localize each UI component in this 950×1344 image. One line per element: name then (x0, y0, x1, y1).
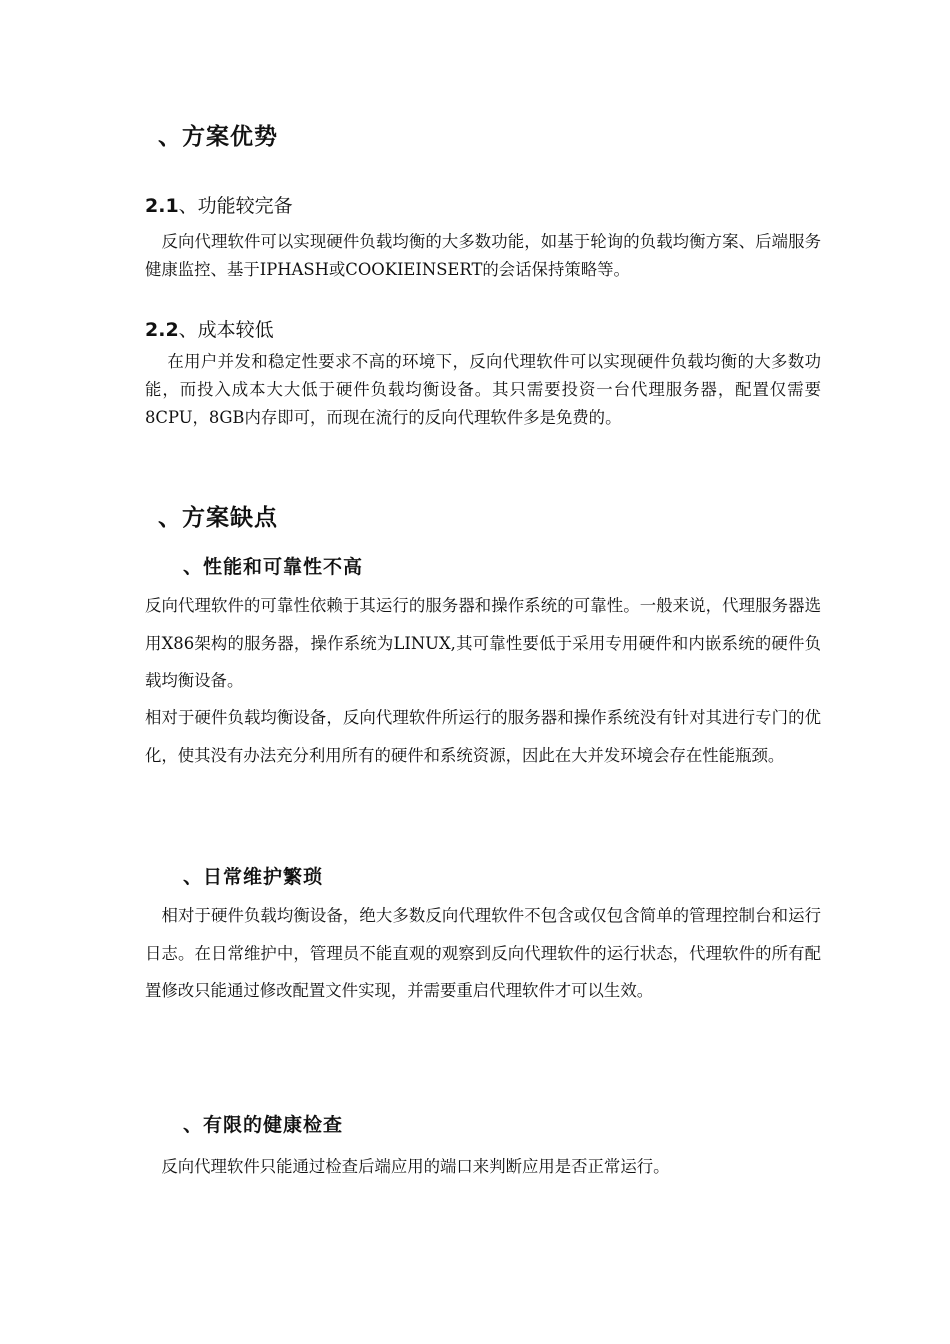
subsection-title: 、成本较低 (178, 319, 274, 341)
section-heading-disadvantages: 、方案缺点 (158, 505, 278, 531)
subsection-heading-maintenance: 、日常维护繁琐 (183, 866, 324, 888)
subsection-heading-2-2 (145, 315, 274, 342)
paragraph: 在用户并发和稳定性要求不高的环境下，反向代理软件可以实现硬件负载均衡的大多数功能，而投入成本大大低于硬件负载均衡设备。其只需要投资一台代理服务器，配置仅需要8CPU，8GB内存即可，而现在流行的反向代理软件多是免费的。 (145, 352, 821, 427)
subsection-heading-2-1 (145, 191, 293, 218)
subsection-heading-performance: 、性能和可靠性不高 (183, 556, 364, 578)
section-heading-advantages: 、方案优势 (158, 124, 278, 150)
subsection-number: 2.1 (145, 195, 179, 217)
paragraph: 相对于硬件负载均衡设备，绝大多数反向代理软件不包含或仅包含简单的管理控制台和运行日志。在日常维护中，管理员不能直观的观察到反向代理软件的运行状态，代理软件的所有配置修改只能通过修改配置文件实现，并需要重启代理软件才可以生效。 (145, 906, 821, 1000)
subsection-number: 2.2 (145, 319, 179, 341)
paragraph: 反向代理软件可以实现硬件负载均衡的大多数功能，如基于轮询的负载均衡方案、后端服务健康监控、基于IPHASH或COOKIEINSERT的会话保持策略等。 (145, 232, 821, 279)
subsection-title: 、功能较完备 (178, 195, 293, 217)
paragraph: 相对于硬件负载均衡设备，反向代理软件所运行的服务器和操作系统没有针对其进行专门的优化，使其没有办法充分利用所有的硬件和系统资源，因此在大并发环境会存在性能瓶颈。 (145, 708, 821, 765)
paragraph: 反向代理软件只能通过检查后端应用的端口来判断应用是否正常运行。 (145, 1157, 670, 1176)
paragraph: 反向代理软件的可靠性依赖于其运行的服务器和操作系统的可靠性。一般来说，代理服务器选用X86架构的服务器，操作系统为LINUX,其可靠性要低于采用专用硬件和内嵌系统的硬件负载均衡设备。 (145, 596, 821, 690)
subsection-heading-health-check: 、有限的健康检查 (183, 1114, 344, 1136)
